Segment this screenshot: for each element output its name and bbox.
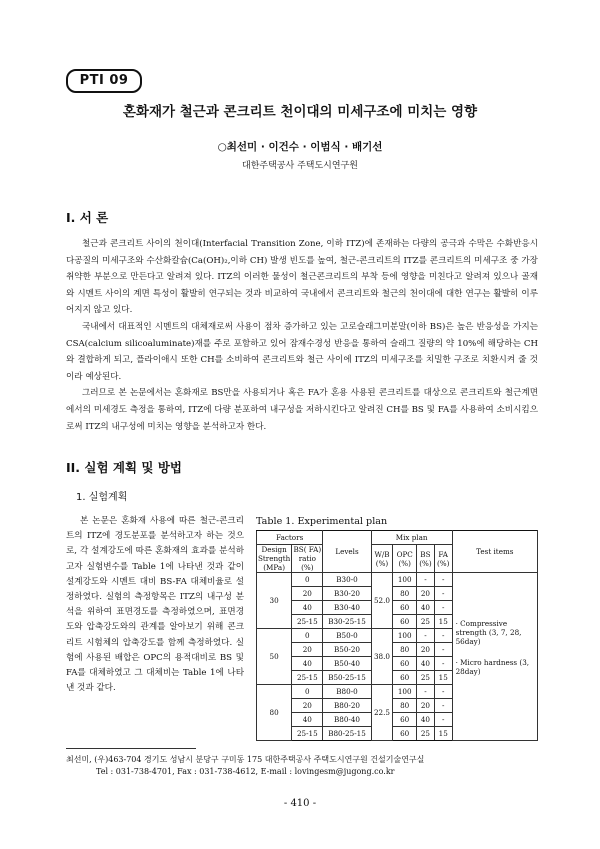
fa-cell: - <box>434 643 452 657</box>
level-cell: B50-0 <box>323 629 371 643</box>
paragraph: 국내에서 대표적인 시멘트의 대체재로써 사용이 점차 증가하고 있는 고로슬래그미분말(이하 BS)은 높은 반응성을 가지는 CSA(calcium silicoaluminate)재를 주로 포함하고 있어 잠재수경성 반응을 통하여 슬래그 질량의 약 10%에 해당하는 CH와 결합하게 되고, 플라이애시 또한 CH를 소비하여 콘크리트와 철근 사이에 ITZ의 미세구조를 치밀한 구조로 치환시켜 줄 것이라 예상된다. <box>66 321 538 382</box>
fa-cell: - <box>434 657 452 671</box>
opc-cell: 100 <box>393 629 417 643</box>
header-levels: Levels <box>323 531 371 573</box>
table-row <box>257 573 538 587</box>
experiment-plan-text <box>66 514 244 696</box>
bs-cell: 40 <box>417 601 435 615</box>
bs-cell: - <box>417 685 435 699</box>
fa-cell: - <box>434 587 452 601</box>
experimental-plan-table <box>256 530 538 741</box>
bs-cell: - <box>417 573 435 587</box>
test-item-hardness: · Micro hardness (3, 28day) <box>455 658 530 676</box>
opc-cell: 60 <box>393 727 417 741</box>
subsection-heading: 1. 실험계획 <box>76 492 128 503</box>
level-cell: B30-0 <box>323 573 371 587</box>
fa-cell: - <box>434 629 452 643</box>
header-opc: OPC (%) <box>393 545 417 573</box>
wb-cell: 22.5 <box>371 685 393 741</box>
section-heading-introduction: I. 서 론 <box>66 210 109 225</box>
bs-cell: 20 <box>417 643 435 657</box>
introduction-body <box>66 236 538 435</box>
opc-cell: 60 <box>393 713 417 727</box>
ratio-cell: 20 <box>292 699 323 713</box>
bs-cell: 20 <box>417 699 435 713</box>
level-cell: B80-0 <box>323 685 371 699</box>
bs-cell: 25 <box>417 615 435 629</box>
fa-cell: - <box>434 685 452 699</box>
test-items-cell <box>452 573 537 741</box>
fa-cell: - <box>434 713 452 727</box>
footnote-divider <box>66 748 196 749</box>
opc-cell: 60 <box>393 657 417 671</box>
header-mix-plan: Mix plan <box>371 531 452 545</box>
level-cell: B80-25-15 <box>323 727 371 741</box>
ratio-cell: 0 <box>292 573 323 587</box>
ratio-cell: 25-15 <box>292 727 323 741</box>
fa-cell: 15 <box>434 727 452 741</box>
fa-cell: - <box>434 699 452 713</box>
affiliation: 대한주택공사 주택도시연구원 <box>242 161 358 171</box>
bs-cell: 25 <box>417 727 435 741</box>
level-cell: B50-20 <box>323 643 371 657</box>
test-item-compressive: · Compressive strength (3, 7, 28, 56day) <box>455 619 522 646</box>
level-cell: B50-25-15 <box>323 671 371 685</box>
ratio-cell: 20 <box>292 643 323 657</box>
bs-cell: 40 <box>417 713 435 727</box>
ratio-cell: 0 <box>292 685 323 699</box>
opc-cell: 100 <box>393 685 417 699</box>
fa-cell: 15 <box>434 671 452 685</box>
bs-cell: 40 <box>417 657 435 671</box>
header-test-items: Test items <box>452 531 537 573</box>
level-cell: B50-40 <box>323 657 371 671</box>
page-number: - 410 - <box>283 798 317 809</box>
opc-cell: 80 <box>393 699 417 713</box>
header-wb: W/B (%) <box>371 545 393 573</box>
opc-cell: 60 <box>393 601 417 615</box>
ratio-cell: 40 <box>292 713 323 727</box>
opc-cell: 80 <box>393 587 417 601</box>
header-bs: BS (%) <box>417 545 435 573</box>
footnote-contact: Tel : 031-738-4701, Fax : 031-738-4612, E-mail : lovingesm@jugong.co.kr <box>96 767 395 776</box>
strength-cell: 50 <box>257 629 292 685</box>
opc-cell: 80 <box>393 643 417 657</box>
paragraph: 그러므로 본 논문에서는 혼화재로 BS만을 사용되거나 혹은 FA가 혼용 사용된 콘크리트를 대상으로 콘크리트와 철근계면에서의 미세경도 측정을 통하여, ITZ에 다량 분포하여 내구성을 저하시킨다고 알려진 CH를 BS 및 FA를 사용하여 소비시킴으로써 ITZ의 내구성에 미치는 영향을 분석하고자 한다. <box>66 388 538 432</box>
strength-cell: 30 <box>257 573 292 629</box>
fa-cell: - <box>434 573 452 587</box>
ratio-cell: 25-15 <box>292 615 323 629</box>
section-heading-method: II. 실험 계획 및 방법 <box>66 460 182 475</box>
fa-cell: 15 <box>434 615 452 629</box>
ratio-cell: 20 <box>292 587 323 601</box>
ratio-cell: 25-15 <box>292 671 323 685</box>
opc-cell: 60 <box>393 671 417 685</box>
header-design-strength: Design Strength (MPa) <box>258 545 291 572</box>
level-cell: B30-40 <box>323 601 371 615</box>
opc-cell: 100 <box>393 573 417 587</box>
wb-cell: 38.0 <box>371 629 393 685</box>
paper-title: 혼화재가 철근과 콘크리트 천이대의 미세구조에 미치는 영향 <box>122 104 478 120</box>
paragraph: 철근과 콘크리트 사이의 천이대(Interfacial Transition Zone, 이하 ITZ)에 존재하는 다량의 공극과 수막은 수화반응시 다공질의 미세구조와 수산화칼슘(Ca(OH)₂,이하 CH) 발생 빈도를 높여, 철근-콘크리트의 ITZ를 콘크리트의 미세구조 중 가장 취약한 부분으로 만든다고 알려져 있다. ITZ의 이러한 물성이 철근콘크리트의 부착 등에 영향을 미친다고 알려져 있으나 골재와 시멘트 사이의 계면 특성이 활발히 연구되는 것과 비교하여 국내에서 콘크리트와 철근의 천이대에 대한 연구는 활발히 이루어지지 않고 있다. <box>66 239 538 316</box>
ratio-cell: 40 <box>292 657 323 671</box>
strength-cell: 80 <box>257 685 292 741</box>
bs-cell: - <box>417 629 435 643</box>
header-fa: FA (%) <box>434 545 452 573</box>
wb-cell: 52.0 <box>371 573 393 629</box>
level-cell: B30-25-15 <box>323 615 371 629</box>
footnote-address: 최선미, (우)463-704 경기도 성남시 분당구 구미동 175 대한주택공사 주택도시연구원 건설기술연구실 <box>66 755 425 764</box>
bs-cell: 25 <box>417 671 435 685</box>
level-cell: B30-20 <box>323 587 371 601</box>
table-caption: Table 1. Experimental plan <box>256 516 388 527</box>
fa-cell: - <box>434 601 452 615</box>
ratio-cell: 40 <box>292 601 323 615</box>
header-factors: Factors <box>257 531 323 545</box>
level-cell: B80-40 <box>323 713 371 727</box>
opc-cell: 60 <box>393 615 417 629</box>
ratio-cell: 0 <box>292 629 323 643</box>
bs-cell: 20 <box>417 587 435 601</box>
paragraph: 본 논문은 혼화재 사용에 따른 철근-콘크리트의 ITZ에 경도분포를 분석하고자 하는 것으로, 각 설계강도에 따른 혼화재의 효과를 분석하고자 실험변수를 Table 1에 나타낸 것과 같이 설계강도와 시멘트 대비 BS-FA 대체비율로 설정하였다. 실험의 측정항목은 ITZ의 내구성 분석을 위하여 표면경도를 측정하였으며, 표면경도와 압축강도와의 관계를 알아보기 위해 콘크리트 시험체의 압축강도를 함께 측정하였다. 실험에 사용된 배합은 OPC의 용적대비로 BS 및 FA를 대체하였고 그 대체비는 Table 1에 나타낸 것과 같다. <box>66 516 244 694</box>
header-ratio: BS( FA) ratio (%) <box>293 545 322 572</box>
level-cell: B80-20 <box>323 699 371 713</box>
paper-code-tag: PTI 09 <box>66 69 142 93</box>
author-list: ○최선미 · 이건수 · 이범식 · 배기선 <box>217 141 383 153</box>
